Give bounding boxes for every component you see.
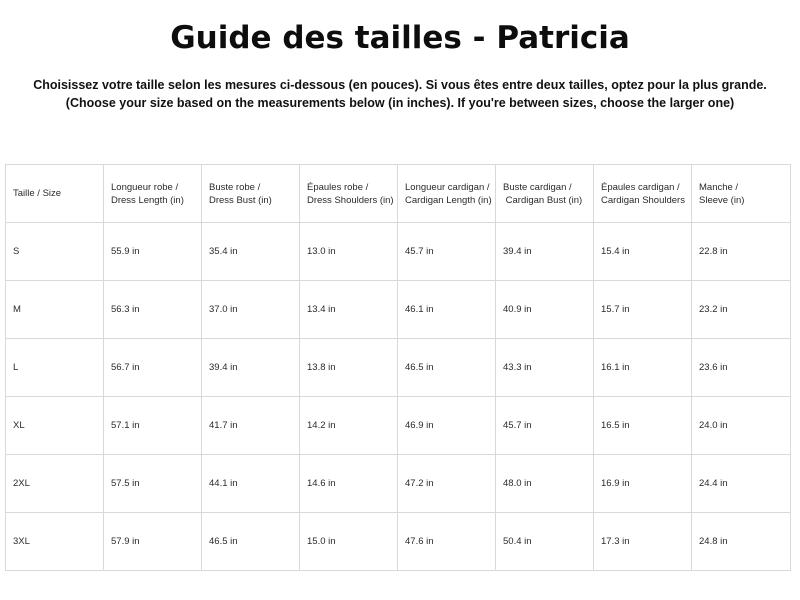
size-cell: 3XL <box>6 513 104 571</box>
table-cell: 22.8 in <box>692 223 791 281</box>
table-cell: 41.7 in <box>202 397 300 455</box>
table-cell: 57.1 in <box>104 397 202 455</box>
table-cell: 56.7 in <box>104 339 202 397</box>
table-cell: 14.2 in <box>300 397 398 455</box>
table-cell: 15.0 in <box>300 513 398 571</box>
size-cell: M <box>6 281 104 339</box>
page-title: Guide des tailles - Patricia <box>170 20 630 56</box>
header-size: Taille / Size <box>6 165 104 223</box>
table-cell: 46.5 in <box>202 513 300 571</box>
header-cardigan-bust: Buste cardigan / Cardigan Bust (in) <box>496 165 594 223</box>
header-dress-shoulders: Épaules robe / Dress Shoulders (in) <box>300 165 398 223</box>
table-cell: 56.3 in <box>104 281 202 339</box>
header-row <box>6 165 791 223</box>
table-cell: 35.4 in <box>202 223 300 281</box>
table-row <box>6 281 791 339</box>
instructions-english: (Choose your size based on the measurements below (in inches). If you're between sizes, choose the larger one) <box>65 95 735 110</box>
header-sleeve: Manche / Sleeve (in) <box>692 165 791 223</box>
table-cell: 45.7 in <box>398 223 496 281</box>
size-instructions <box>0 77 800 112</box>
table-cell: 14.6 in <box>300 455 398 513</box>
table-cell: 16.1 in <box>594 339 692 397</box>
table-cell: 50.4 in <box>496 513 594 571</box>
header-dress-bust: Buste robe / Dress Bust (in) <box>202 165 300 223</box>
table-cell: 24.8 in <box>692 513 791 571</box>
table-cell: 43.3 in <box>496 339 594 397</box>
table-cell: 13.8 in <box>300 339 398 397</box>
header-cardigan-shoulders: Épaules cardigan / Cardigan Shoulders <box>594 165 692 223</box>
table-cell: 16.5 in <box>594 397 692 455</box>
table-cell: 23.2 in <box>692 281 791 339</box>
table-cell: 57.5 in <box>104 455 202 513</box>
table-cell: 48.0 in <box>496 455 594 513</box>
size-cell: L <box>6 339 104 397</box>
instructions-french: Choisissez votre taille selon les mesures ci-dessous (en pouces). Si vous êtes entre deux tailles, optez pour la plus grande. <box>33 78 767 92</box>
table-cell: 47.2 in <box>398 455 496 513</box>
table-cell: 15.7 in <box>594 281 692 339</box>
table-cell: 17.3 in <box>594 513 692 571</box>
table-cell: 16.9 in <box>594 455 692 513</box>
table-cell: 55.9 in <box>104 223 202 281</box>
table-row <box>6 397 791 455</box>
table-row <box>6 455 791 513</box>
table-cell: 40.9 in <box>496 281 594 339</box>
table-cell: 13.4 in <box>300 281 398 339</box>
header-cardigan-length: Longueur cardigan / Cardigan Length (in) <box>398 165 496 223</box>
table-cell: 15.4 in <box>594 223 692 281</box>
table-cell: 24.0 in <box>692 397 791 455</box>
size-cell: XL <box>6 397 104 455</box>
table-cell: 46.1 in <box>398 281 496 339</box>
table-cell: 46.5 in <box>398 339 496 397</box>
table-cell: 39.4 in <box>202 339 300 397</box>
table-cell: 37.0 in <box>202 281 300 339</box>
table-cell: 47.6 in <box>398 513 496 571</box>
table-row <box>6 513 791 571</box>
size-chart-table <box>5 164 791 571</box>
size-cell: 2XL <box>6 455 104 513</box>
table-cell: 45.7 in <box>496 397 594 455</box>
table-cell: 57.9 in <box>104 513 202 571</box>
size-cell: S <box>6 223 104 281</box>
table-cell: 13.0 in <box>300 223 398 281</box>
table-cell: 39.4 in <box>496 223 594 281</box>
table-cell: 24.4 in <box>692 455 791 513</box>
table-cell: 46.9 in <box>398 397 496 455</box>
table-cell: 23.6 in <box>692 339 791 397</box>
header-dress-length: Longueur robe / Dress Length (in) <box>104 165 202 223</box>
table-row <box>6 339 791 397</box>
table-row <box>6 223 791 281</box>
table-cell: 44.1 in <box>202 455 300 513</box>
